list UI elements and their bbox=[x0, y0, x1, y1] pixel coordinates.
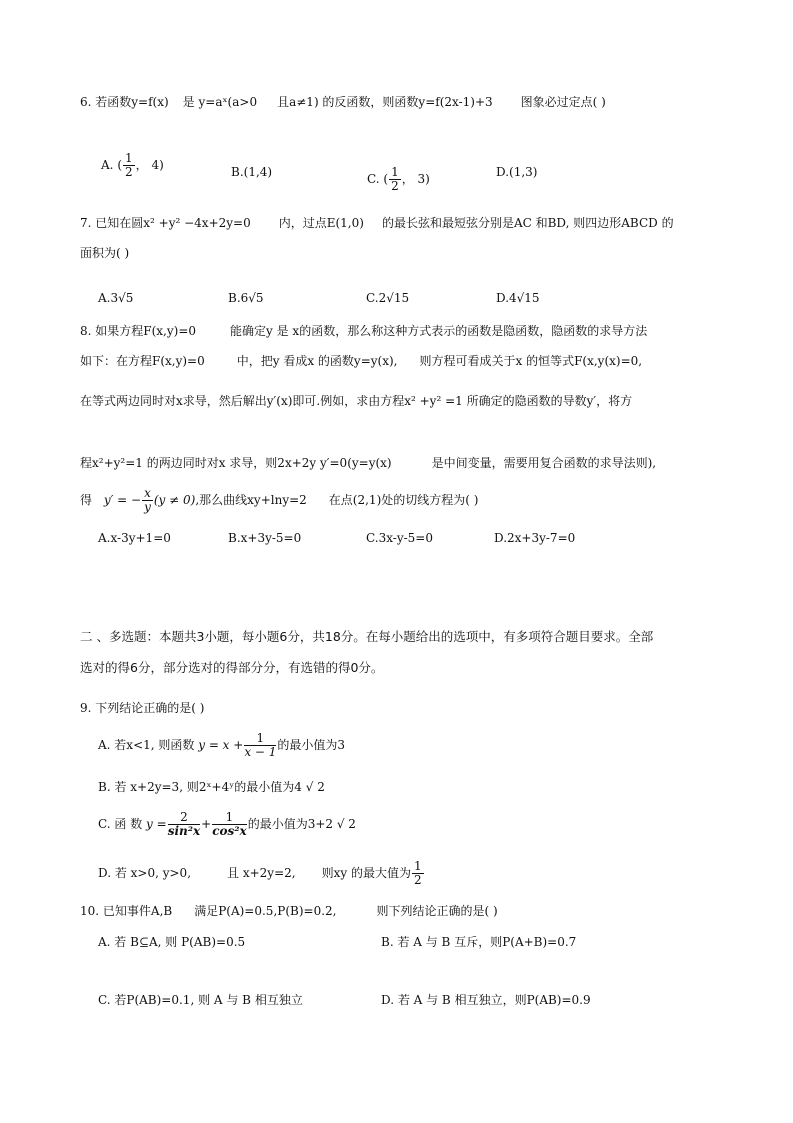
q8-derivative-condition: (y ≠ 0) bbox=[153, 493, 196, 507]
q10-option-b: B. 若 A 与 B 互斥，则P(A+B)=0.7 bbox=[381, 935, 577, 949]
q7-option-c: C.2√15 bbox=[366, 291, 410, 305]
q7-stem-b: 内，过点E(1,0) bbox=[278, 216, 364, 230]
q6-option-c-paren: ( bbox=[383, 172, 389, 186]
q8-line1-b: 能确定y 是 x的函数，那么称这种方式表示的函数是隐函数，隐函数的求导方法 bbox=[230, 324, 648, 338]
q9-option-a-pre: A. 若x<1, 则函数 bbox=[98, 738, 195, 752]
q7-stem bbox=[80, 215, 674, 231]
q6-option-a-label: A. bbox=[101, 158, 114, 172]
q7-stem-a: 7. 已知在圆x² +y² −4x+2y=0 bbox=[80, 216, 251, 230]
q10-stem-c: 则下列结论正确的是( ) bbox=[376, 904, 498, 918]
q9-option-c-post: 的最小值为3+2 √ 2 bbox=[247, 817, 356, 831]
q10-option-a: A. 若 B⊆A, 则 P(AB)=0.5 bbox=[98, 935, 246, 949]
q8-line4-b: 是中间变量，需要用复合函数的求导法则), bbox=[431, 456, 657, 470]
q9-option-b: B. 若 x+2y=3, 则2ˣ+4ʸ的最小值为4 √ 2 bbox=[98, 780, 325, 794]
q7-stem-c: 的最长弦和最短弦分别是AC 和BD, 则四边形ABCD 的 bbox=[381, 216, 674, 230]
q6-option-d: D.(1,3) bbox=[496, 165, 538, 179]
fraction-numerator: x bbox=[144, 486, 151, 500]
q6-stem bbox=[80, 94, 606, 110]
q9-option-c-pre: C. 函 数 bbox=[98, 817, 143, 831]
q9-option-c bbox=[98, 808, 356, 840]
section2-heading-line2: 选对的得6分，部分选对的得部分分，有选错的得0分。 bbox=[80, 660, 384, 675]
q8-option-b: B.x+3y-5=0 bbox=[228, 531, 302, 545]
q6-option-a-paren: ( bbox=[117, 158, 122, 172]
q7-option-d: D.4√15 bbox=[496, 291, 540, 305]
q8-option-d: D.2x+3y-7=0 bbox=[494, 531, 576, 545]
q9-option-d-fraction bbox=[412, 860, 424, 887]
q8-line1 bbox=[80, 323, 647, 339]
fraction-numerator: 1 bbox=[212, 811, 246, 825]
section2-heading-line1: 二 、多选题：本题共3小题，每小题6分，共18分。在每小题给出的选项中，有多项符合题目要求。全部 bbox=[80, 629, 654, 644]
fraction-numerator: 1 bbox=[125, 151, 133, 165]
q9-option-c-fraction-2 bbox=[212, 811, 246, 838]
fraction-denominator: sin²x bbox=[167, 824, 201, 838]
q10-option-d: D. 若 A 与 B 相互独立，则P(AB)=0.9 bbox=[381, 993, 591, 1007]
q9-option-c-fraction-1 bbox=[168, 811, 200, 838]
q8-line5-c: 在点(2,1)处的切线方程为( ) bbox=[328, 493, 479, 507]
fraction-denominator: y bbox=[144, 500, 151, 514]
fraction-numerator: 2 bbox=[168, 811, 200, 825]
fraction-numerator: 1 bbox=[391, 165, 399, 179]
q8-line1-a: 8. 如果方程F(x,y)=0 bbox=[80, 324, 197, 338]
fraction-numerator: 1 bbox=[413, 859, 422, 873]
q9-option-d bbox=[98, 857, 425, 889]
q6-option-c bbox=[367, 166, 430, 193]
q6-option-c-fraction bbox=[389, 166, 401, 193]
q9-option-a-fraction bbox=[244, 732, 276, 759]
q9-option-c-expr: y = bbox=[146, 817, 167, 831]
fraction-denominator: 2 bbox=[413, 873, 422, 887]
q8-line4-a: 程x²+y²=1 的两边同时对x 求导，则2x+2y y′=0(y=y(x) bbox=[80, 456, 392, 470]
q8-derivative-fraction bbox=[142, 487, 153, 514]
q7-option-b: B.6√5 bbox=[228, 291, 264, 305]
q8-line5-b: ,那么曲线xy+lny=2 bbox=[195, 493, 307, 507]
q10-option-c: C. 若P(AB)=0.1, 则 A 与 B 相互独立 bbox=[98, 993, 303, 1007]
q8-line5 bbox=[80, 484, 478, 516]
q8-line2-a: 如下：在方程F(x,y)=0 bbox=[80, 354, 205, 368]
q6-stem-c: 且a≠1) 的反函数，则函数y=f(2x-1)+3 bbox=[277, 95, 493, 109]
fraction-denominator: cos²x bbox=[212, 824, 247, 838]
q9-option-d-pre: D. 若 x>0, y>0, bbox=[98, 866, 192, 880]
q8-line4 bbox=[80, 455, 656, 471]
q6-stem-d: 图象必过定点( ) bbox=[520, 95, 606, 109]
q6-option-a-fraction bbox=[123, 152, 135, 179]
fraction-denominator: x − 1 bbox=[244, 745, 277, 759]
q8-line2-c: 则方程可看成关于x 的恒等式F(x,y(x)=0, bbox=[419, 354, 643, 368]
q9-option-d-post: 则xy 的最大值为 bbox=[321, 866, 411, 880]
q6-option-c-rest: ， 3) bbox=[401, 172, 430, 186]
q8-line5-a: 得 bbox=[80, 493, 93, 507]
q8-line2-b: 中，把y 看成x 的函数y=y(x), bbox=[236, 354, 398, 368]
q7-option-a: A.3√5 bbox=[98, 291, 134, 305]
q9-option-d-mid: 且 x+2y=2, bbox=[227, 866, 296, 880]
q10-stem-b: 满足P(A)=0.5,P(B)=0.2, bbox=[194, 904, 337, 918]
fraction-denominator: 2 bbox=[391, 179, 399, 193]
fraction-numerator: 1 bbox=[244, 732, 276, 746]
q10-stem-a: 10. 已知事件A,B bbox=[80, 904, 173, 918]
fraction-denominator: 2 bbox=[125, 165, 133, 179]
q9-option-c-plus: + bbox=[201, 817, 212, 831]
q6-option-a-rest: ， 4) bbox=[135, 158, 164, 172]
q8-option-a: A.x-3y+1=0 bbox=[98, 531, 171, 545]
q8-line2 bbox=[80, 353, 642, 369]
q8-derivative-expr: y′ = − bbox=[103, 493, 142, 507]
q6-option-a bbox=[101, 152, 164, 179]
q6-option-b: B.(1,4) bbox=[231, 165, 273, 179]
q7-stem-line2: 面积为( ) bbox=[80, 246, 130, 260]
q9-option-a-post: 的最小值为3 bbox=[277, 738, 346, 752]
q9-option-a bbox=[98, 729, 345, 761]
q8-line3: 在等式两边同时对x求导，然后解出y′(x)即可.例如，求由方程x² +y² =1 所确定的隐函数的导数y′，将方 bbox=[80, 394, 633, 408]
q6-stem-a: 6. 若函数y=f(x) bbox=[80, 95, 169, 109]
q8-option-c: C.3x-y-5=0 bbox=[366, 531, 433, 545]
q9-stem: 9. 下列结论正确的是( ) bbox=[80, 701, 205, 715]
q6-option-c-label: C. bbox=[367, 172, 380, 186]
q6-stem-b: 是 y=aˣ(a>0 bbox=[182, 95, 258, 109]
q9-option-a-expr: y = x + bbox=[198, 738, 244, 752]
q10-stem bbox=[80, 903, 498, 919]
